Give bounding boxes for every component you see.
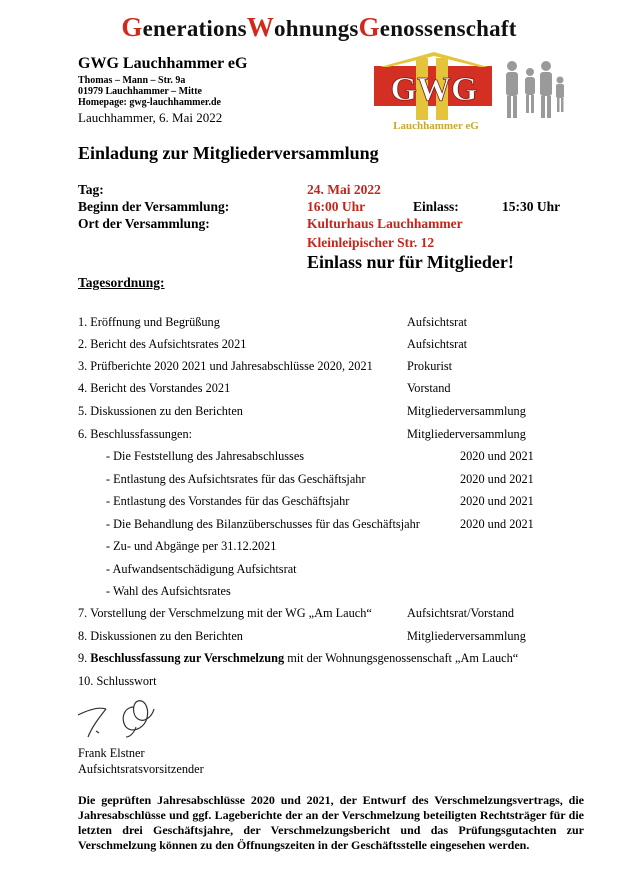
org-city: 01979 Lauchhammer – Mitte	[78, 86, 202, 97]
family-figures-icon	[500, 58, 566, 124]
subitem-board-election: - Wahl des Aufsichtsrates	[106, 584, 231, 598]
agenda-item-9-number: 9.	[78, 651, 91, 665]
subitem-balance-surplus-years: 2020 und 2021	[460, 517, 534, 531]
org-homepage: Homepage: gwg-lauchhammer.de	[78, 97, 221, 108]
agenda-item-7-responsible: Aufsichtsrat/Vorstand	[407, 606, 515, 620]
agenda-item-9	[78, 651, 518, 666]
start-label: Beginn der Versammlung:	[78, 199, 230, 214]
agenda-item-7: 7. Vorstellung der Verschmelzung mit der WG „Am Lauch“	[78, 606, 372, 620]
agenda-item-5-responsible: Mitgliederversammlung	[407, 404, 526, 418]
gwg-logo	[370, 52, 498, 132]
banner-initial-w: W	[246, 12, 275, 42]
logo-subtitle: Lauchhammer eG	[393, 120, 479, 132]
agenda-item-8: 8. Diskussionen zu den Berichten	[78, 629, 243, 643]
banner-word-enerations: enerations	[142, 16, 247, 41]
place-name: Kulturhaus Lauchhammer	[307, 216, 463, 231]
cooperative-banner	[0, 12, 638, 43]
members-only-notice: Einlass nur für Mitglieder!	[307, 252, 514, 272]
signer-role: Aufsichtsratsvorsitzender	[78, 762, 204, 776]
subitem-annual-accounts: - Die Feststellung des Jahresabschlusses	[106, 449, 305, 463]
agenda-item-1-responsible: Aufsichtsrat	[407, 315, 468, 329]
subitem-discharge-management: - Entlastung des Vorstandes für das Geschäftsjahr	[106, 494, 350, 508]
banner-initial-g: G	[121, 12, 143, 42]
subitem-balance-surplus: - Die Behandlung des Bilanzüberschusses für das Geschäftsjahr	[106, 517, 420, 531]
subitem-board-compensation: - Aufwandsentschädigung Aufsichtsrat	[106, 562, 297, 576]
agenda-item-6: 6. Beschlussfassungen:	[78, 427, 193, 441]
agenda-item-6-responsible: Mitgliederversammlung	[407, 427, 526, 441]
subitem-discharge-board-years: 2020 und 2021	[460, 472, 534, 486]
agenda-item-4: 4. Bericht des Vorstandes 2021	[78, 381, 231, 395]
banner-word-enossenschaft: enossenschaft	[379, 16, 517, 41]
agenda-item-3-responsible: Prokurist	[407, 359, 453, 373]
agenda-item-3: 3. Prüfberichte 2020 2021 und Jahresabschlüsse 2020, 2021	[78, 359, 373, 373]
agenda-item-2: 2. Bericht des Aufsichtsrates 2021	[78, 337, 247, 351]
agenda-item-2-responsible: Aufsichtsrat	[407, 337, 468, 351]
agenda-item-8-responsible: Mitgliederversammlung	[407, 629, 526, 643]
subitem-discharge-board: - Entlastung des Aufsichtsrates für das Geschäftsjahr	[106, 472, 366, 486]
banner-word-ohnungs: ohnungs	[274, 16, 359, 41]
agenda-item-9-bold: Beschlussfassung zur Verschmelzung	[90, 651, 285, 665]
place-address: Kleinleipischer Str. 12	[307, 235, 435, 250]
org-name: GWG Lauchhammer eG	[78, 55, 248, 72]
logo-letters: GWG	[390, 71, 478, 108]
day-label: Tag:	[78, 182, 104, 197]
logo-roof	[380, 52, 488, 67]
invitation-title: Einladung zur Mitgliederversammlung	[78, 143, 379, 163]
place-label: Ort der Versammlung:	[78, 216, 210, 231]
subitem-member-changes: - Zu- und Abgänge per 31.12.2021	[106, 539, 277, 553]
agenda-item-9-rest: mit der Wohnungsgenossenschaft „Am Lauch“	[284, 651, 519, 665]
entry-label: Einlass:	[413, 199, 459, 214]
day-value: 24. Mai 2022	[307, 182, 381, 197]
agenda-item-1: 1. Eröffnung und Begrüßung	[78, 315, 220, 329]
agenda-item-4-responsible: Vorstand	[407, 381, 451, 395]
agenda-title: Tagesordnung:	[78, 275, 165, 290]
subitem-discharge-management-years: 2020 und 2021	[460, 494, 534, 508]
subitem-annual-accounts-years: 2020 und 2021	[460, 449, 534, 463]
entry-value: 15:30 Uhr	[502, 199, 561, 214]
banner-initial-g2: G	[358, 12, 380, 42]
signer-name: Frank Elstner	[78, 746, 145, 760]
agenda-item-10: 10. Schlusswort	[78, 674, 157, 688]
documents-notice: Die geprüften Jahresabschlüsse 2020 und 2021, der Entwurf des Verschmelzungsvertrags, die Jahresabschlüsse und ggf. Lageberichte der an der Verschmelzung beteiligten Rechtsträger für die letzten drei Geschäftsjahre, der Verschmelzungsbericht und das Prüfungsgutachten zur Verschmelzung können zu den Öffnungszeiten in der Geschäftsstelle eingesehen werden.	[78, 793, 584, 852]
start-value: 16:00 Uhr	[307, 199, 366, 214]
signature-image	[76, 693, 166, 743]
agenda-item-5: 5. Diskussionen zu den Berichten	[78, 404, 243, 418]
org-street: Thomas – Mann – Str. 9a	[78, 75, 186, 86]
place-date: Lauchhammer, 6. Mai 2022	[78, 110, 223, 125]
